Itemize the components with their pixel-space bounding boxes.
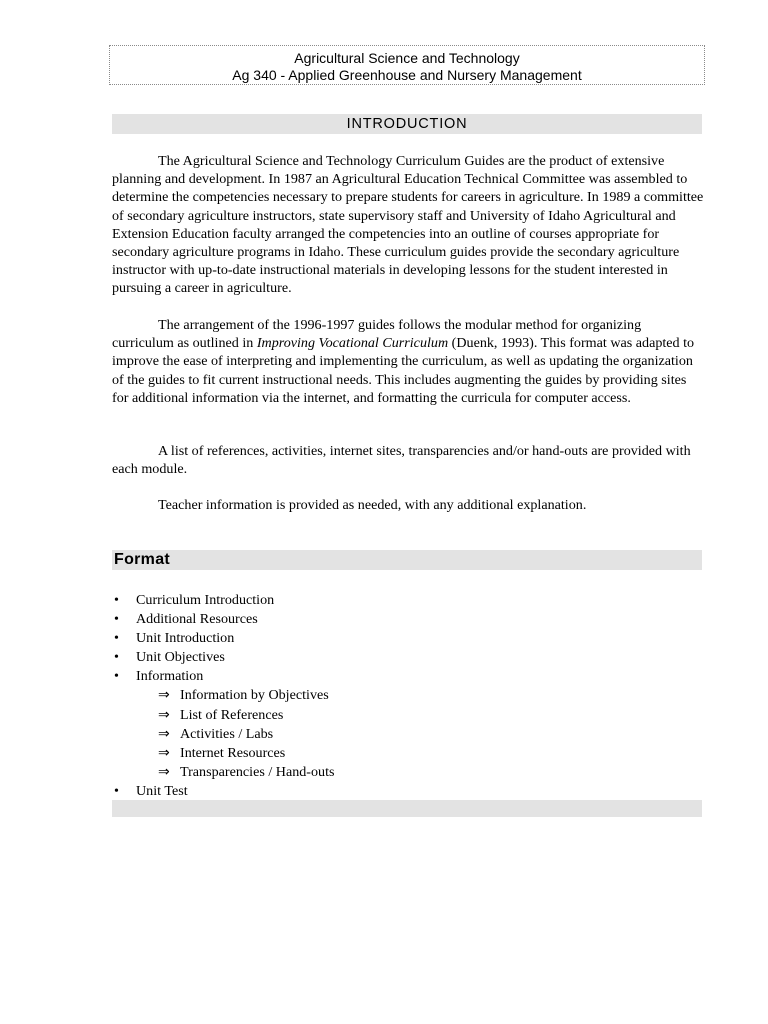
list-item xyxy=(112,667,704,686)
format-heading-band xyxy=(112,550,702,570)
sub-list-item xyxy=(112,744,704,763)
paragraph-text: The Agricultural Science and Technology Curriculum Guides are the product of extensive planning and development. In 1987 an Agricultural Education Technical Committee was assembled to determine the competencies necessary to prepare students for careers in agriculture. In 1989 a committee of secondary agriculture instructors, state supervisory staff and University of Idaho Agricultural and Extension Education faculty arranged the competencies into an outline of courses appropriate for secondary agriculture programs in Idaho. These curriculum guides provide the secondary agriculture instructor with up-to-date instructional materials in developing lessons for the student interested in pursuing a career in agriculture. xyxy=(112,153,704,297)
sub-list-item xyxy=(112,686,704,705)
intro-paragraph-1 xyxy=(112,152,704,298)
list-item xyxy=(112,782,704,801)
arrow-icon: ⇒ xyxy=(158,763,170,780)
intro-paragraph-3 xyxy=(112,442,704,478)
sub-list-item-label: List of References xyxy=(180,706,284,723)
introduction-title: INTRODUCTION xyxy=(346,116,468,132)
arrow-icon: ⇒ xyxy=(158,706,170,723)
bullet-icon: • xyxy=(114,630,119,647)
list-item xyxy=(112,610,704,629)
format-title: Format xyxy=(114,551,171,568)
header-line-1: Agricultural Science and Technology xyxy=(294,50,520,66)
list-item-label: Additional Resources xyxy=(136,611,258,628)
format-list xyxy=(112,591,704,801)
header-line-2: Ag 340 - Applied Greenhouse and Nursery Management xyxy=(232,67,582,83)
list-item-label: Unit Objectives xyxy=(136,649,225,666)
sub-list-item-label: Information by Objectives xyxy=(180,687,329,704)
sub-list-item xyxy=(112,763,704,782)
sub-list-item xyxy=(112,706,704,725)
sub-list-item xyxy=(112,725,704,744)
bullet-icon: • xyxy=(114,592,119,608)
bullet-icon: • xyxy=(114,611,119,628)
book-title-italic: Improving Vocational Curriculum xyxy=(256,335,449,352)
bullet-icon: • xyxy=(114,782,119,799)
list-item-label: Unit Test xyxy=(136,782,188,799)
sub-list-item-label: Activities / Labs xyxy=(180,725,274,742)
intro-paragraph-4 xyxy=(112,496,704,514)
arrow-icon: ⇒ xyxy=(158,725,170,742)
list-item-label: Information xyxy=(136,668,204,685)
sub-list-item-label: Transparencies / Hand-outs xyxy=(180,763,335,780)
paragraph-text-end: (Duenk, 1993). This format was adapted to improve the ease of interpreting and implementing the curriculum, as well as updating the organization of the guides to fit current instructional needs. This includes augmenting the guides by providing sites for additional information via the internet, and formatting the curricula for computer access. xyxy=(112,335,695,406)
paragraph-text xyxy=(112,316,704,407)
list-item xyxy=(112,591,704,610)
sub-list-item-label: Internet Resources xyxy=(180,744,286,761)
paragraph-text: Teacher information is provided as needed, with any additional explanation. xyxy=(158,497,587,513)
document-header xyxy=(109,45,705,85)
paragraph-text-start: The arrangement of the 1996-1997 guides follows the modular method for organizing curriculum as outlined in xyxy=(112,317,642,352)
intro-paragraph-2 xyxy=(112,316,704,407)
introduction-heading-band xyxy=(112,114,702,134)
arrow-icon: ⇒ xyxy=(158,687,170,704)
list-item xyxy=(112,629,704,648)
arrow-icon: ⇒ xyxy=(158,744,170,761)
list-item-label: Unit Introduction xyxy=(136,630,235,647)
bullet-icon: • xyxy=(114,649,119,666)
list-item xyxy=(112,648,704,667)
list-item-label: Curriculum Introduction xyxy=(136,592,275,608)
bullet-icon: • xyxy=(114,668,119,685)
footer-band xyxy=(112,800,702,817)
paragraph-text: A list of references, activities, internet sites, transparencies and/or hand-outs are provided with each module. xyxy=(112,443,691,478)
